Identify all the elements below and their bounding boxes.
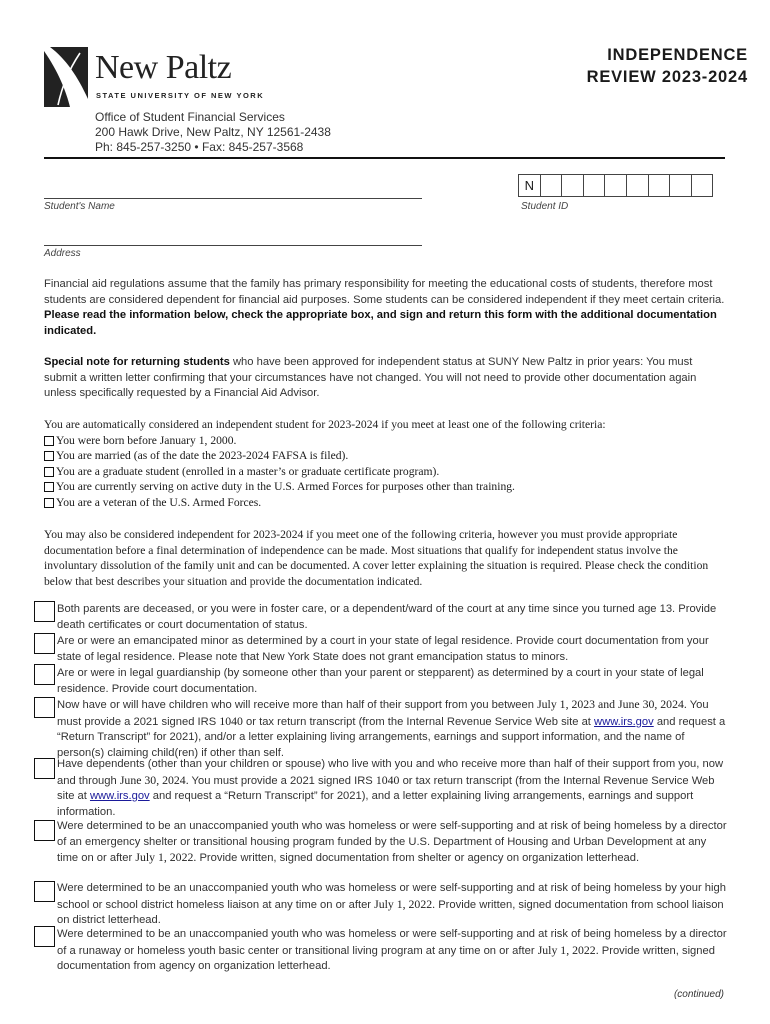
irs-link[interactable]: www.irs.gov xyxy=(594,715,654,728)
auto-criterion[interactable] xyxy=(44,479,515,494)
logo-subtitle: STATE UNIVERSITY OF NEW YORK xyxy=(96,91,265,100)
criterion-date: June 30, 2024. xyxy=(119,772,189,787)
address-field[interactable] xyxy=(44,245,422,246)
title-line-2: REVIEW 2023-2024 xyxy=(586,68,748,86)
student-id-label: Student ID xyxy=(521,201,569,212)
criterion-date: July 1, 2023 and June 30, 2024. xyxy=(537,697,687,711)
title-line-1: INDEPENDENCE xyxy=(607,46,748,64)
checkbox-have-children[interactable] xyxy=(34,697,55,718)
auto-criterion[interactable] xyxy=(44,495,261,510)
student-id-field[interactable] xyxy=(519,174,713,197)
returning-students-note xyxy=(44,355,728,402)
criterion-text: or tax return transcript (from the Internal Revenue Service Web site at xyxy=(57,774,715,802)
intro-text: Financial aid regulations assume that the family has primary responsibility for meeting the educational costs of students, therefore most students are considered dependent for financial aid purposes. Some students can be considered independent if they meet certain criteria. xyxy=(44,278,725,306)
criterion-text: and request a “Return Transcript” for 2021), and/or a letter explaining living arrangements, earnings and support information, and the name of person(s) claiming child(ren) if other than self. xyxy=(57,715,726,759)
auto-criterion-label: You are married (as of the date the 2023-2024 FAFSA is filed). xyxy=(56,449,349,462)
student-id-prefix: N xyxy=(518,174,541,197)
auto-criterion-label: You are currently serving on active duty in the U.S. Armed Forces for purposes other than training. xyxy=(56,480,515,493)
auto-criterion-label: You are a veteran of the U.S. Armed Forces. xyxy=(56,496,262,509)
student-name-field[interactable] xyxy=(44,198,422,199)
office-phone-fax: Ph: 845-257-3250 • Fax: 845-257-3568 xyxy=(95,140,304,154)
checkbox[interactable] xyxy=(44,451,54,461)
intro-paragraph xyxy=(44,277,728,339)
automatic-criteria-heading: You are automatically considered an independent student for 2023-2024 if you meet at least one of the following criteria: xyxy=(44,418,606,431)
criterion-text: Were determined to be an unaccompanied youth who was homeless or were self-supporting and at risk of being homeless by your high school or school district homeless liaison at any time on or after xyxy=(57,882,726,911)
criterion-text: Now have or will have children who will receive more than half of their support from you between xyxy=(57,699,534,711)
checkbox-homeless-hud-shelter[interactable] xyxy=(34,820,55,841)
criterion-date: July 1, 2022. xyxy=(537,942,599,957)
documented-criteria-heading: You may also be considered independent for 2023-2024 if you meet one of the following criteria, however you must provide appropriate documentation before a final determination of independence can be made. Most situations that qualify for independent status involve the involuntary dissolution of the family unit and can be documented. A cover letter explaining the situation is required. Please check the condition below that best describes your situation and provide the documentation indicated. xyxy=(44,528,709,588)
criterion-text: and request a “Return Transcript” for 2021), and a letter explaining living arrangements, earnings and support information. xyxy=(57,790,694,818)
returning-note-text: who have been approved for independent status at SUNY New Paltz in prior years: You must submit a written letter confirming that your circumstances have not changed. You will not need to provide other documentation again unless specifically requested by a Financial Aid Advisor. xyxy=(44,356,697,399)
criterion-text: Provide written, signed documentation from agency on organization letterhead. xyxy=(57,944,715,972)
checkbox-parents-deceased[interactable] xyxy=(34,601,55,622)
intro-instructions: Please read the information below, check the appropriate box, and sign and return this form with the additional documentation indicated. xyxy=(44,309,717,337)
checkbox[interactable] xyxy=(44,467,54,477)
criterion-parents-deceased: Both parents are deceased, or you were in foster care, or a dependent/ward of the court at any time since you turned age 13. Provide death certificates or court documentation of status. xyxy=(57,603,717,631)
student-id-digit[interactable] xyxy=(583,174,606,197)
header-divider xyxy=(44,157,725,159)
checkbox-emancipated-minor[interactable] xyxy=(34,633,55,654)
criterion-text: Provide written, signed documentation from shelter or agency on organization letterhead. xyxy=(199,852,640,864)
criterion-have-children xyxy=(57,697,729,761)
student-id-digit[interactable] xyxy=(669,174,692,197)
returning-note-heading: Special note for returning students xyxy=(44,356,230,368)
criterion-text: Were determined to be an unaccompanied youth who was homeless or were self-supporting and at risk of being homeless by a director of an emergency shelter or transitional housing program funded by the U.S. Department of Housing and Urban Development at any time on or after xyxy=(57,820,727,864)
continued-note: (continued) xyxy=(673,989,724,1000)
new-paltz-logo-icon xyxy=(44,47,88,107)
criterion-emancipated-minor: Are or were an emancipated minor as determined by a court in your state of legal residence. Provide court documentation from your state of legal residence. Please note that New York State does not grant emancipation status to minors. xyxy=(57,635,709,663)
checkbox-have-dependents[interactable] xyxy=(34,758,55,779)
irs-link[interactable]: www.irs.gov xyxy=(89,790,150,802)
office-address xyxy=(95,110,331,155)
checkbox-homeless-runaway-center[interactable] xyxy=(34,926,55,947)
criterion-date: July 1, 2022. xyxy=(374,896,436,911)
criterion-homeless-hud-shelter xyxy=(57,819,729,867)
document-title xyxy=(587,44,748,88)
criterion-have-dependents xyxy=(57,757,729,820)
auto-criterion[interactable] xyxy=(44,464,439,479)
checkbox[interactable] xyxy=(44,498,54,508)
office-street: 200 Hawk Drive, New Paltz, NY 12561-2438 xyxy=(95,125,331,139)
criterion-homeless-school-liaison xyxy=(57,881,729,929)
checkbox-legal-guardianship[interactable] xyxy=(34,664,55,685)
address-label: Address xyxy=(44,248,81,259)
student-id-digit[interactable] xyxy=(648,174,671,197)
logo-wordmark: New Paltz xyxy=(95,49,232,86)
student-name-label: Student's Name xyxy=(44,201,115,212)
student-id-digit[interactable] xyxy=(604,174,627,197)
student-id-digit[interactable] xyxy=(626,174,649,197)
auto-criterion-label: You were born before January 1, 2000. xyxy=(56,434,237,447)
criterion-text: Provide written, signed documentation from school liaison on district letterhead. xyxy=(57,898,724,926)
criterion-text: Have dependents (other than your children or spouse) who live with you and who receive more than half of their support from you, now and through xyxy=(57,758,724,787)
student-id-digit[interactable] xyxy=(691,174,714,197)
student-id-digit[interactable] xyxy=(561,174,584,197)
criterion-text: You must provide a 2021 signed IRS xyxy=(57,699,709,728)
criterion-homeless-runaway-center xyxy=(57,927,729,975)
criterion-text: or tax return transcript (from the Internal Revenue Service Web site at xyxy=(246,715,591,728)
criterion-text: Were determined to be an unaccompanied youth who was homeless or were self-supporting and at risk of being homeless by a director of a runaway or homeless youth basic center or transitional living program at any time on or after xyxy=(57,928,727,957)
criterion-form-number: 1040 xyxy=(375,772,400,787)
criterion-date: July 1, 2022. xyxy=(135,850,197,864)
student-id-digit[interactable] xyxy=(540,174,563,197)
criterion-form-number: 1040 xyxy=(219,713,243,728)
checkbox[interactable] xyxy=(44,482,54,492)
checkbox-homeless-school-liaison[interactable] xyxy=(34,881,55,902)
auto-criterion[interactable] xyxy=(44,448,348,463)
auto-criterion[interactable] xyxy=(44,433,236,448)
auto-criterion-label: You are a graduate student (enrolled in a master’s or graduate certificate program). xyxy=(56,465,440,478)
checkbox[interactable] xyxy=(44,436,54,446)
criterion-legal-guardianship: Are or were in legal guardianship (by someone other than your parent or stepparent) as determined by a court in your state of legal residence. Provide court documentation. xyxy=(57,667,704,695)
office-name: Office of Student Financial Services xyxy=(95,110,285,124)
criterion-text: You must provide a 2021 signed IRS xyxy=(191,774,373,787)
